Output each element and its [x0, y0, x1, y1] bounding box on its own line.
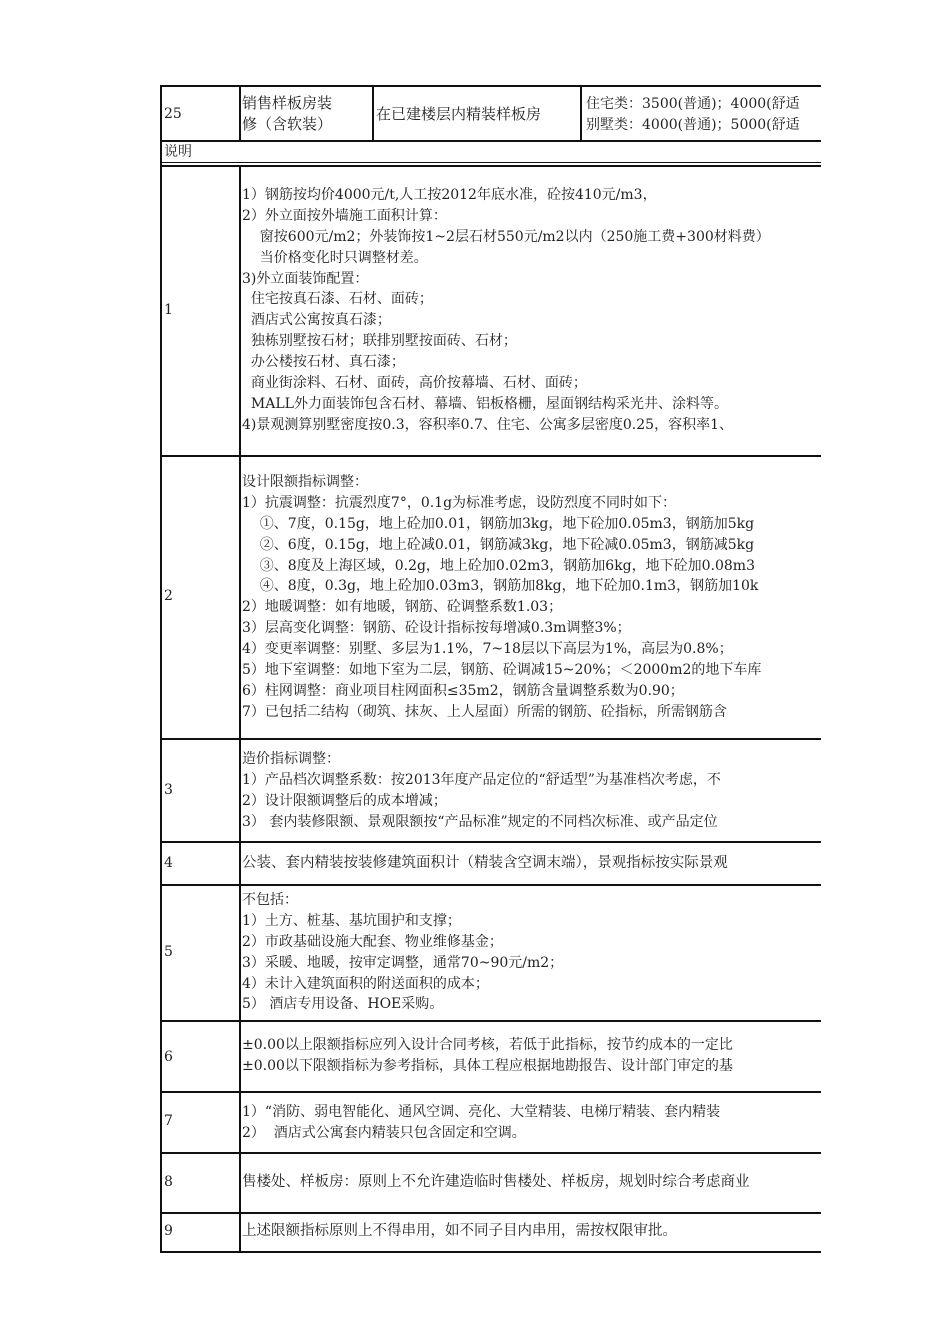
note-text [242, 1035, 733, 1077]
note-text [242, 185, 770, 436]
spreadsheet [160, 85, 821, 1255]
row-border [160, 455, 821, 457]
note-line: 7）已包括二结构（砌筑、抹灰、上人屋面）所需的钢筋、砼指标，所需钢筋含 [242, 703, 727, 720]
note-line: MALL外力面装饰包含石材、幕墙、铝板格栅，屋面钢结构采光井、涂料等。 [242, 395, 728, 412]
row-border [160, 1091, 821, 1093]
column-border [239, 165, 241, 1253]
row-border [160, 1212, 821, 1214]
note-line: 3)外立面装饰配置： [242, 270, 369, 287]
note-line: 2）市政基础设施大配套、物业维修基金； [242, 933, 503, 950]
note-line: 2）设计限额调整后的成本增减； [242, 792, 447, 809]
note-line: ±0.00以下限额指标为参考指标，具体工程应根据地勘报告、设计部门审定的基 [242, 1057, 733, 1074]
row-number: 25 [164, 106, 182, 122]
note-line: 造价指标调整： [242, 751, 340, 767]
note-line: 4）变更率调整：别墅、多层为1.1%，7~18层以下高层为1%，高层为0.8%； [242, 641, 733, 658]
notes-header: 说明 [164, 144, 192, 160]
note-line: 5） 酒店专用设备、HOE采购。 [242, 996, 444, 1013]
row-border [160, 162, 821, 163]
note-line: 1）土方、桩基、基坑围护和支撑； [242, 912, 461, 929]
note-line: 商业街涂料、石材、面砖，高价按幕墙、石材、面砖； [242, 375, 587, 392]
column-border [372, 85, 374, 141]
note-line: 1）“消防、弱电智能化、通风空调、亮化、大堂精装、电梯厅精装、套内精装 [242, 1104, 721, 1120]
note-line: ③、8度及上海区域，0.2g，地上砼加0.02m3，钢筋加6kg，地下砼加0.08m3 [242, 557, 755, 574]
row-border [160, 841, 821, 843]
note-line: 6）柱网调整：商业项目柱网面积≤35m2，钢筋含量调整系数为0.90； [242, 682, 684, 699]
note-line: 不包括： [242, 892, 298, 908]
note-number: 3 [164, 782, 173, 798]
item-name-line: 销售样板房装 [242, 94, 333, 112]
row-border [160, 165, 821, 167]
note-line: 2）外立面按外墙施工面积计算： [242, 207, 447, 224]
standard-line: 别墅类：4000(普通)；5000(舒适 [586, 116, 800, 133]
note-line: 售楼处、样板房：原则上不允许建造临时售楼处、样板房，规划时综合考虑商业 [242, 1174, 750, 1190]
column-border [160, 85, 162, 1253]
note-line: 公装、套内精装按装修建筑面积计（精装含空调末端），景观指标按实际景观 [242, 855, 728, 871]
row-border [160, 738, 821, 740]
note-line: 5）地下室调整：如地下室为二层，钢筋、砼调减15~20%；＜2000m2的地下车库 [242, 662, 762, 679]
note-line: 当价格变化时只调整材差。 [242, 249, 428, 266]
note-line: 3） 套内装修限额、景观限额按“产品标准”规定的不同档次标准、或产品定位 [242, 813, 718, 830]
note-line: 1）抗震调整：抗震烈度7°，0.1g为标准考虑，设防烈度不同时如下： [242, 494, 677, 511]
row-border [160, 1020, 821, 1022]
column-border [580, 85, 582, 141]
note-text [242, 890, 563, 1015]
note-number: 5 [164, 944, 173, 960]
note-line: 窗按600元/m2；外装饰按1~2层石材550元/m2以内（250施工费+300材料费） [242, 228, 770, 245]
note-line: 4）未计入建筑面积的附送面积的成本； [242, 975, 489, 992]
note-line: ±0.00以上限额指标应列入设计合同考核，若低于此指标，按节约成本的一定比 [242, 1037, 733, 1053]
note-line: 2）地暖调整：如有地暖，钢筋、砼调整系数1.03； [242, 599, 563, 616]
item-name-cell [242, 93, 332, 135]
note-line: 1）钢筋按均价4000元/t,人工按2012年底水准，砼按410元/m3， [242, 187, 657, 203]
row-border [160, 884, 821, 886]
note-line: 3）采暖、地暖，按审定调整，通常70~90元/m2； [242, 954, 564, 971]
note-line: 3）层高变化调整：钢筋、砼设计指标按每增减0.3m调整3%； [242, 620, 631, 637]
note-line: 酒店式公寓按真石漆； [242, 312, 391, 329]
note-number: 4 [164, 855, 173, 871]
row-border [160, 1152, 821, 1154]
note-number: 9 [164, 1223, 173, 1239]
note-line: 2） 酒店式公寓套内精装只包含固定和空调。 [242, 1124, 526, 1141]
note-text [242, 1221, 677, 1242]
note-number: 6 [164, 1049, 173, 1065]
note-text [242, 472, 761, 723]
standard-line: 住宅类：3500(普通)；4000(舒适 [586, 96, 800, 112]
row-border [160, 140, 821, 142]
note-line: ②、6度，0.15g，地上砼减0.01，钢筋减3kg，地下砼减0.05m3，钢筋减5kg [242, 536, 755, 553]
note-line: 上述限额指标原则上不得串用，如不同子目内串用，需按权限审批。 [242, 1223, 677, 1239]
note-text [242, 749, 721, 833]
item-name-line: 修（含软装） [242, 114, 333, 133]
row-border [160, 1251, 821, 1253]
note-line: 1）产品档次调整系数：按2013年度产品定位的“舒适型”为基准档次考虑，不 [242, 771, 721, 788]
column-border [239, 85, 241, 141]
note-number: 2 [164, 588, 173, 604]
note-text [242, 1172, 750, 1193]
spreadsheet-clip [160, 85, 821, 1255]
note-line: ④、8度，0.3g，地上砼加0.03m3，钢筋加8kg，地下砼加0.1m3，钢筋加10k [242, 578, 759, 595]
note-line: 设计限额指标调整： [242, 474, 368, 490]
note-number: 7 [164, 1113, 173, 1129]
scope-cell: 在已建楼层内精装样板房 [376, 105, 542, 123]
standard-cell [586, 94, 800, 136]
row-border [160, 85, 821, 87]
note-line: ①、7度，0.15g，地上砼加0.01，钢筋加3kg，地下砼加0.05m3，钢筋加5kg [242, 515, 755, 532]
note-line: 独栋别墅按石材；联排别墅按面砖、石材； [242, 333, 517, 350]
note-line: 4)景观测算别墅密度按0.3，容积率0.7、住宅、公寓多层密度0.25，容积率1、 [242, 416, 733, 433]
note-number: 1 [164, 302, 173, 318]
note-text [242, 853, 728, 874]
note-line: 住宅按真石漆、石材、面砖； [242, 291, 433, 308]
note-text [242, 1102, 720, 1144]
note-line: 办公楼按石材、真石漆； [242, 354, 405, 371]
note-number: 8 [164, 1174, 173, 1190]
